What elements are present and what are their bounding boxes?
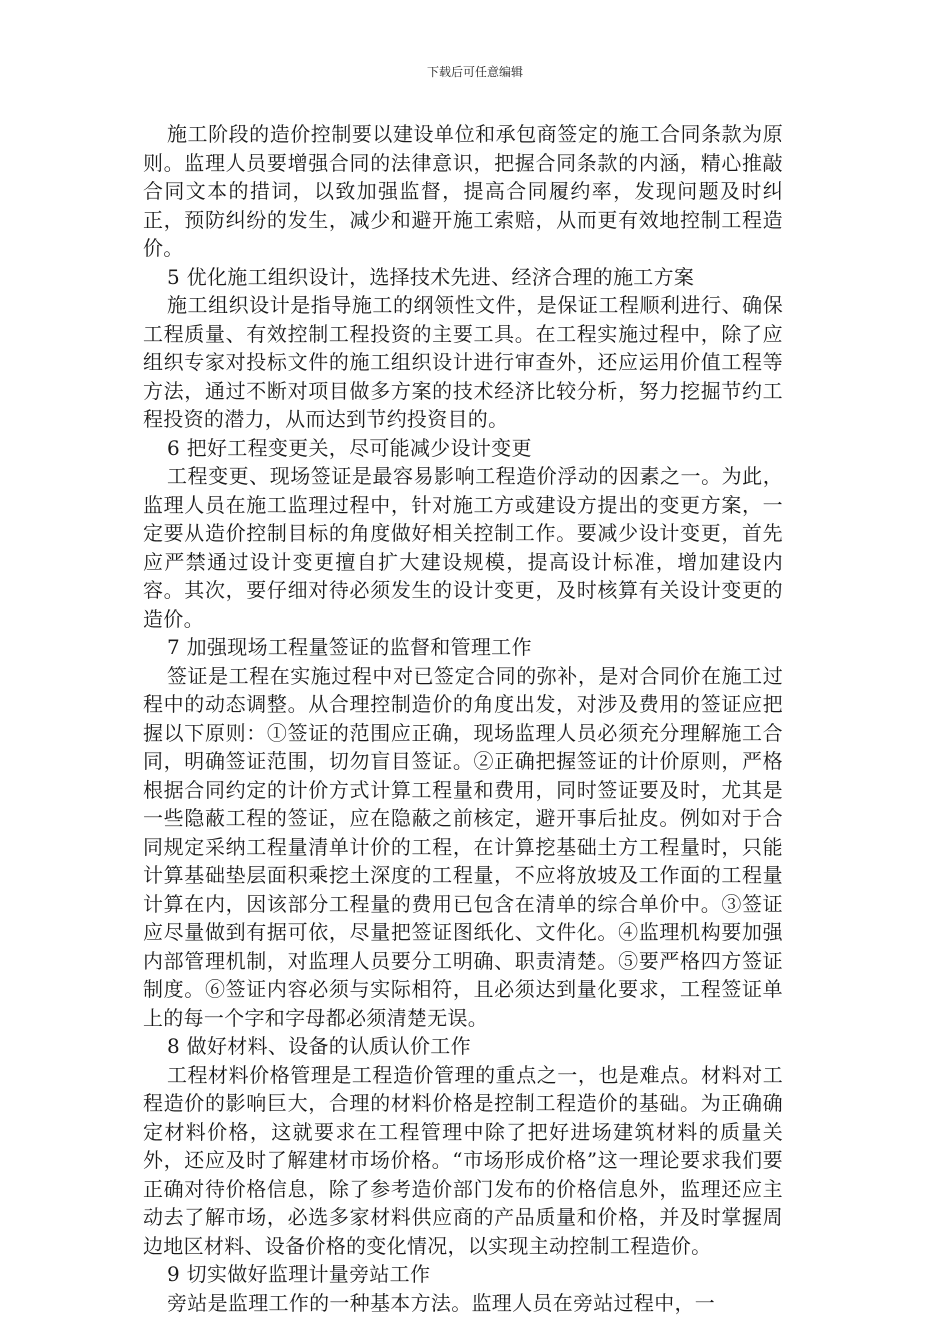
- paragraph-material-price: 工程材料价格管理是工程造价管理的重点之一，也是难点。材料对工程造价的影响巨大，合理的材料价格是控制工程造价的基础。为正确确定材料价格，这就要求在工程管理中除了把好进场建筑材料的质量关外，还应及时了解建材市场价格。“市场形成价格”这一理论要求我们要正确对待价格信息，除了参考造价部门发布的价格信息外，监理还应主动去了解市场，必选多家材料供应商的产品质量和价格，并及时掌握周边地区材料、设备价格的变化情况，以实现主动控制工程造价。: [143, 1062, 783, 1258]
- paragraph-site-visa: 签证是工程在实施过程中对已签定合同的弥补，是对合同价在施工过程中的动态调整。从合理控制造价的角度出发，对涉及费用的签证应把握以下原则：①签证的范围应正确，现场监理人员必须充分理解施工合同，明确签证范围，切勿盲目签证。②正确把握签证的计价原则，严格根据合同约定的计价方式计算工程量和费用，同时签证要及时，尤其是一些隐蔽工程的签证，应在隐蔽之前核定，避开事后扯皮。例如对于合同规定采纳工程量清单计价的工程，在计算挖基础土方工程量时，只能计算基础垫层面积乘挖土深度的工程量，不应将放坡及工作面的工程量计算在内，因该部分工程量的费用已包含在清单的综合单价中。③签证应尽量做到有据可依，尽量把签证图纸化、文件化。④监理机构要加强内部管理机制，对监理人员要分工明确、职责清楚。⑤要严格四方签证制度。⑥签证内容必须与实际相符，且必须达到量化要求，工程签证单上的每一个字和字母都必须清楚无误。: [143, 663, 783, 1030]
- document-body: [143, 120, 783, 1317]
- section-heading-8: 8 做好材料、设备的认质认价工作: [167, 1034, 471, 1058]
- section-heading-5: 5 优化施工组织设计，选择技术先进、经济合理的施工方案: [167, 264, 695, 289]
- section-heading-6: 6 把好工程变更关，尽可能减少设计变更: [167, 435, 532, 460]
- section-heading-9: 9 切实做好监理计量旁站工作: [167, 1262, 431, 1286]
- paragraph-design-changes: 工程变更、现场签证是最容易影响工程造价浮动的因素之一。为此，监理人员在施工监理过程中，针对施工方或建设方提出的变更方案，一定要从造价控制目标的角度做好相关控制工作。要减少设计变更，首先应严禁通过设计变更擅自扩大建设规模，提高设计标准，增加建设内容。其次，要仔细对待必须发生的设计变更，及时核算有关设计变更的造价。: [143, 464, 783, 631]
- section-heading-7: 7 加强现场工程量签证的监督和管理工作: [167, 635, 532, 659]
- paragraph-supervision: 旁站是监理工作的一种基本方法。监理人员在旁站过程中，一: [167, 1290, 716, 1315]
- paragraph-contract-principle: 施工阶段的造价控制要以建设单位和承包商签定的施工合同条款为原则。监理人员要增强合同的法律意识，把握合同条款的内涵，精心推敲合同文本的措词，以致加强监督，提高合同履约率，发现问题及时纠正，预防纠纷的发生，减少和避开施工索赔，从而更有效地控制工程造价。: [143, 122, 783, 260]
- paragraph-construction-design: 施工组织设计是指导施工的纲领性文件，是保证工程顺利进行、确保工程质量、有效控制工程投资的主要工具。在工程实施过程中，除了应组织专家对投标文件的施工组织设计进行审查外，还应运用价值工程等方法，通过不断对项目做多方案的技术经济比较分析，努力挖掘节约工程投资的潜力，从而达到节约投资目的。: [143, 293, 783, 431]
- page-header: 下载后可任意编辑: [426, 65, 523, 79]
